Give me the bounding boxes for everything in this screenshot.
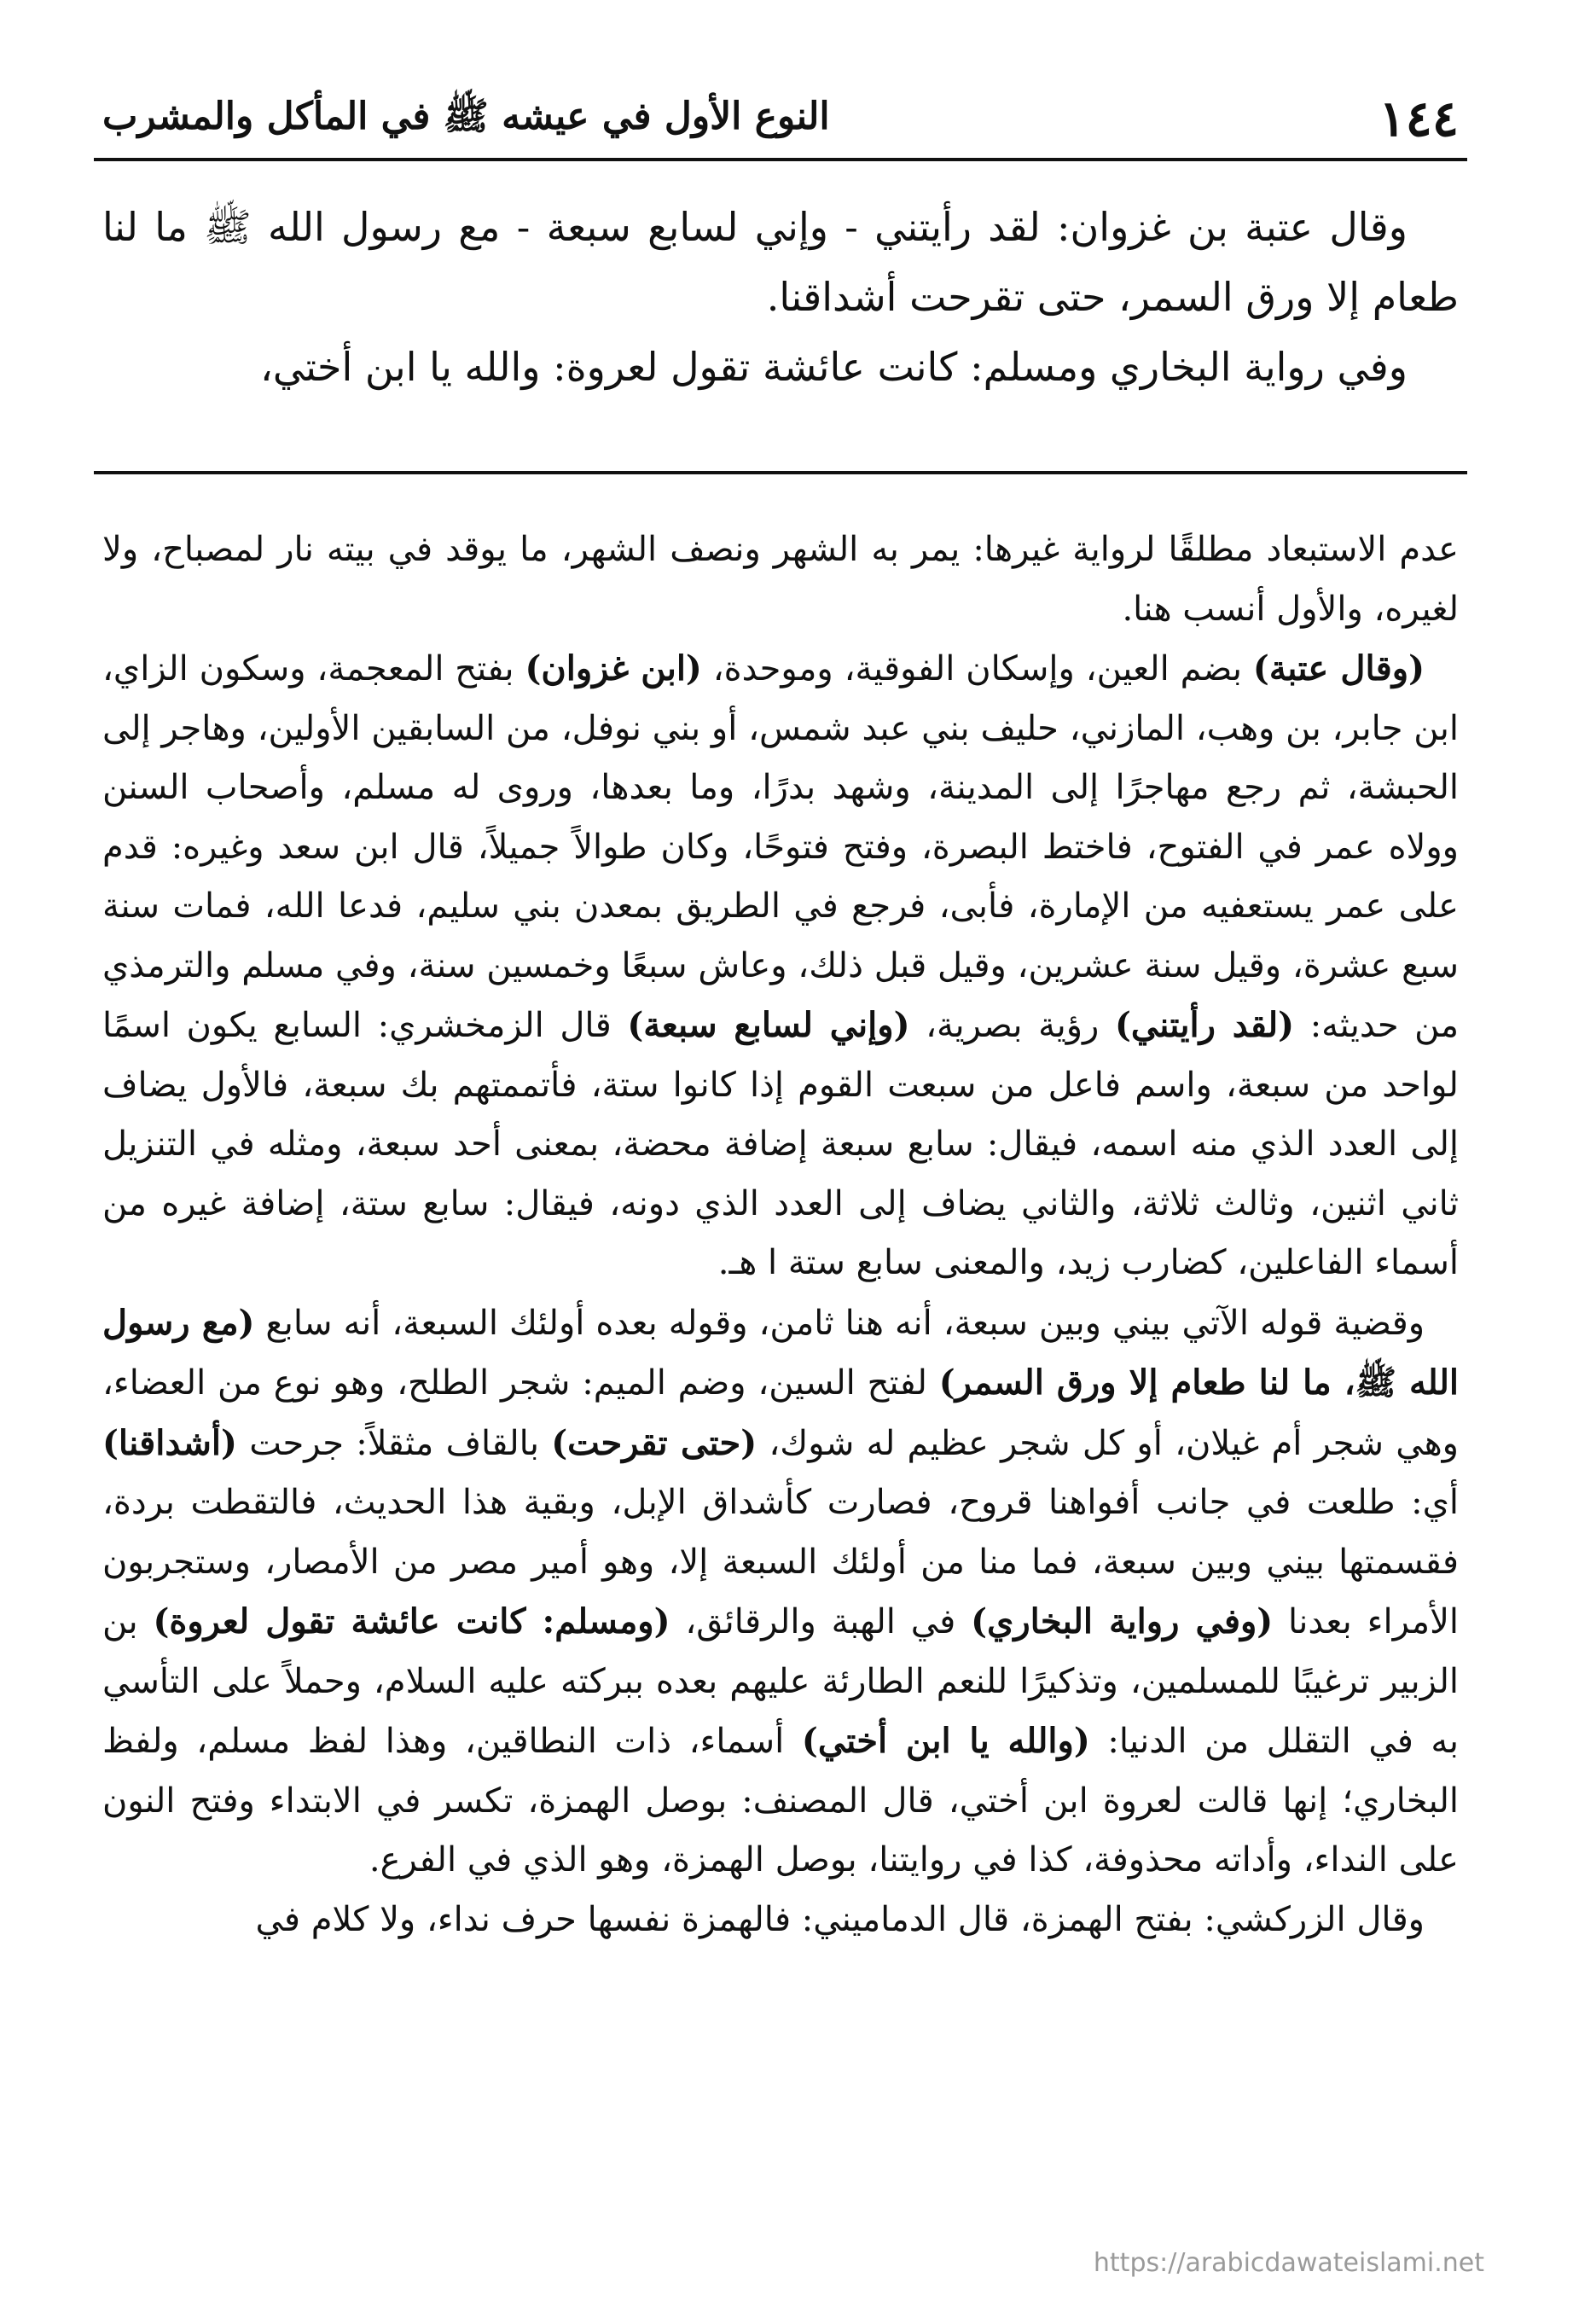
commentary-text-run: بالقاف مثقلاً: جرحت: [236, 1423, 552, 1463]
commentary-text-run: بضم العين، وإسكان الفوقية، وموحدة،: [701, 649, 1253, 688]
quoted-phrase: (ابن غزوان): [525, 648, 702, 688]
watermark-url: https://arabicdawateislami.net: [1093, 2248, 1484, 2278]
quoted-phrase: (وفي رواية البخاري): [971, 1601, 1274, 1641]
quoted-phrase: (لقد رأيتني): [1114, 1005, 1295, 1045]
commentary-text-run: وقال الزركشي: بفتح الهمزة، قال الدماميني: فالهمزة نفسها حرف نداء، ولا كلام في: [255, 1899, 1425, 1939]
quoted-phrase: (ومسلم: كانت عائشة تقول لعروة): [153, 1601, 670, 1641]
commentary-text-run: في الهبة والرقائق،: [670, 1602, 972, 1641]
commentary-text: [102, 520, 1459, 1949]
quoted-phrase: (والله يا ابن أختي): [801, 1721, 1090, 1761]
commentary-text-run: لفتح السين، وضم الميم: شجر الطلح، وهو نوع من العضاء، وهي شجر أم غيلان، أو كل شجر عظيم له شوك،: [102, 1363, 1459, 1463]
quoted-phrase: (مع رسول الله ﷺ، ما لنا طعام إلا ورق السمر): [102, 1302, 1459, 1403]
commentary-text-run: وقضية قوله الآتي بيني وبين سبعة، أنه هنا ثامن، وقوله بعده أولئك السبعة، أنه سابع: [254, 1303, 1425, 1343]
quoted-phrase: (أشداقنا): [102, 1422, 237, 1463]
quoted-phrase: (وقال عتبة): [1252, 648, 1425, 688]
running-title: النوع الأول في عيشه ﷺ في المأكل والمشرب: [102, 95, 830, 138]
commentary-paragraph: [102, 1293, 1459, 1891]
quoted-phrase: (حتى تقرحت): [551, 1422, 757, 1463]
quoted-phrase: (وإني لسابع سبعة): [627, 1005, 910, 1045]
commentary-paragraph: [102, 639, 1459, 1293]
commentary-paragraph: [102, 520, 1459, 639]
commentary-text-run: بفتح المعجمة، وسكون الزاي، ابن جابر، بن وهب، المازني، حليف بني عبد شمس، أو بني نوفل، من السابقين الأولين، وهاجر إلى الحبشة، ثم رجع مهاجرًا إلى المدينة، وشهد بدرًا، وما بعدها، وروى له مسلم، وأصحاب السنن وولاه عمر في الفتوح، فاختط البصرة، وفتح فتوحًا، وكان طوالاً جميلاً، قال ابن سعد وغيره: قدم على عمر يستعفيه من الإمارة، فأبى، فرجع في الطريق بمعدن بني سليم، فدعا الله، فمات سنة سبع عشرة، وقيل سنة عشرين، وقيل قبل ذلك، وعاش سبعًا وخمسين سنة، وفي مسلم والترمذي من حديثه:: [102, 649, 1460, 1045]
commentary-text-run: رؤية بصرية،: [909, 1006, 1115, 1045]
page-header: [94, 81, 1467, 161]
main-paragraph: وفي رواية البخاري ومسلم: كانت عائشة تقول لعروة: والله يا ابن أختي،: [259, 344, 1408, 390]
separator-line: [94, 471, 1467, 474]
commentary-text-run: بن الزبير ترغيبًا للمسلمين، وتذكيرًا للنعم الطارئة عليهم بعده ببركته عليه السلام، وحملاً على التأسي به في التقلل من الدنيا:: [102, 1602, 1460, 1761]
commentary-text-run: قال الزمخشري: السابع يكون اسمًا لواحد من سبعة، واسم فاعل من سبعت القوم إذا كانوا ستة، فأتممتهم بك سبعة، فالأول يضاف إلى العدد الذي منه اسمه، فيقال: سابع سبعة إضافة محضة، بمعنى أحد سبعة، ومثله في التنزيل ثاني اثنين، وثالث ثلاثة، والثاني يضاف إلى العدد الذي دونه، فيقال: سابع ستة، إضافة غيره من أسماء الفاعلين، كضارب زيد، والمعنى سابع ستة ا هـ.: [102, 1006, 1459, 1282]
main-text: [102, 192, 1459, 402]
commentary-text-run: أسماء، ذات النطاقين، وهذا لفظ مسلم، ولفظ البخاري؛ إنها قالت لعروة ابن أختي، قال المصنف: بوصل الهمزة، تكسر في الابتداء وفتح النون على النداء، وأداته محذوفة، كذا في روايتنا، بوصل الهمزة، وهو الذي في الفرع.: [102, 1722, 1459, 1880]
main-paragraph: وقال عتبة بن غزوان: لقد رأيتني - وإني لسابع سبعة - مع رسول الله ﷺ ما لنا طعام إلا ورق السمر، حتى تقرحت أشداقنا.: [102, 204, 1459, 320]
commentary-text-run: عدم الاستبعاد مطلقًا لرواية غيرها: يمر به الشهر ونصف الشهر، ما يوقد في بيته نار لمصباح، ولا لغيره، والأول أنسب هنا.: [102, 530, 1459, 629]
commentary-text-run: أي: طلعت في جانب أفواهنا قروح، فصارت كأشداق الإبل، وبقية هذا الحديث، فالتقطت بردة، فقسمتها بيني وبين سبعة، فما منا من أولئك السبعة إلا، وهو أمير مصر من الأمصار، وستجربون الأمراء بعدنا: [102, 1483, 1460, 1641]
commentary-paragraph: [102, 1891, 1459, 1950]
page-number: ١٤٤: [1379, 90, 1459, 148]
